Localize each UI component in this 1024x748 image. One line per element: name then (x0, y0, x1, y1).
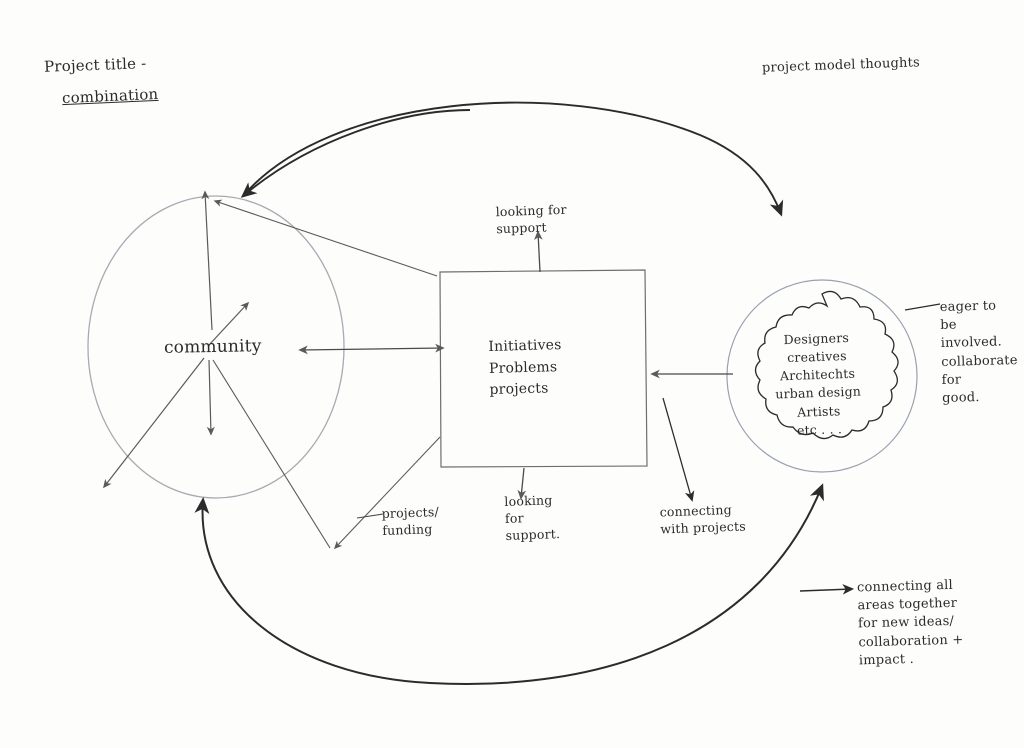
arrow-community-radial-lower-left (104, 358, 204, 487)
arrow-initiatives-up (538, 232, 540, 272)
edge-label-projects-funding: projects/ funding (381, 504, 440, 538)
side-note-bottom-right: connecting all areas together for new ideas/ collaboration + impact . (856, 577, 964, 669)
edge-label-looking-for-support-top: looking for support (495, 201, 567, 237)
arrow-initiatives-to-community (215, 201, 437, 276)
edge-label-connecting-with-projects: connecting with projects (659, 501, 747, 537)
arrow-community-to-initiatives (300, 348, 443, 350)
side-note-right-middle: eager to be involved. collaborate for good. (939, 298, 1018, 406)
arrow-community-radial-up (205, 192, 212, 330)
page-title-line2: combination (61, 84, 159, 108)
arrow-community-radial-down (209, 360, 211, 434)
arrow-connecting-with-projects (663, 398, 692, 500)
arrow-bottom-note (800, 589, 852, 591)
arrow-community-radial-lower-right (213, 360, 330, 548)
header-note: project model thoughts (761, 55, 921, 76)
connector-right-note (905, 304, 940, 310)
arrow-top-loop-left (243, 110, 470, 196)
connector-projects-funding (357, 514, 383, 518)
page-title-line1: Project title - (43, 54, 147, 76)
node-designers-label: Designers creatives Architechts urban design Artists etc . . . (775, 329, 862, 438)
node-initiatives-label: Initiatives Problems projects (488, 337, 562, 399)
node-community-label: community (163, 336, 262, 358)
arrow-top-loop-right (243, 103, 781, 214)
edge-label-looking-for-support-bottom: looking for support. (504, 492, 561, 543)
